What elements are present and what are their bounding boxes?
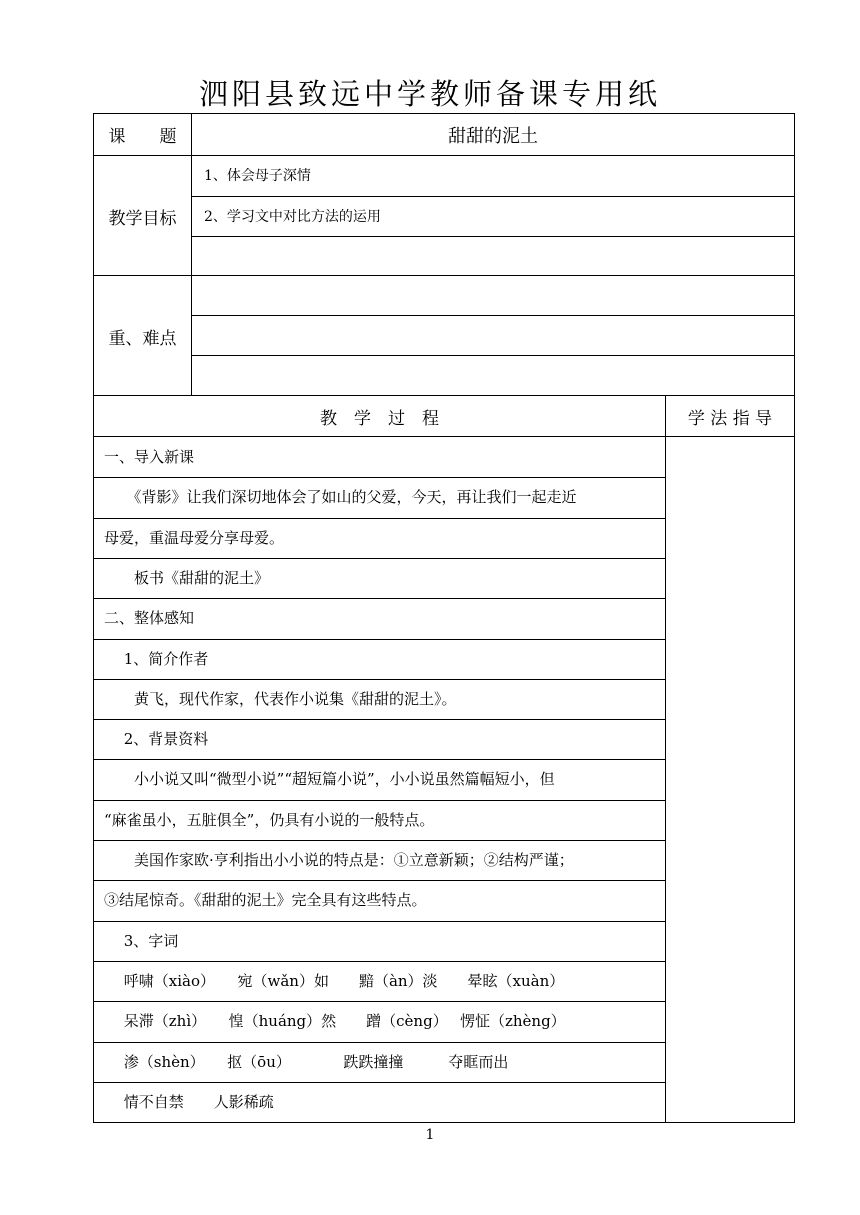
process-line: ③结尾惊奇。《甜甜的泥土》完全具有这些特点。	[104, 891, 427, 910]
process-line: 板书《甜甜的泥土》	[104, 568, 270, 587]
process-line: 美国作家欧·亨利指出小小说的特点是：①立意新颖；②结构严谨；	[104, 851, 574, 869]
process-line: 二、整体感知	[104, 609, 195, 628]
process-line: 小小说又叫“微型小说”“超短篇小说”，小小说虽然篇幅短小，但	[104, 770, 555, 789]
process-line: 黄飞，现代作家，代表作小说集《甜甜的泥土》。	[104, 689, 457, 708]
process-line: 3、字词	[104, 931, 179, 950]
page-number: 1	[425, 1127, 435, 1143]
process-line: 情不自禁 人影稀疏	[104, 1092, 274, 1111]
process-line: 2、背景资料	[104, 730, 209, 749]
process-line: 母爱，重温母爱分享母爱。	[104, 528, 285, 547]
process-column-divider	[665, 396, 666, 1122]
process-line: 呆滞（zhì） 惶（huáng）然 蹭（cèng） 愣怔（zhèng）	[104, 1012, 566, 1031]
topic-value: 甜甜的泥土	[448, 125, 538, 147]
key-points-label: 重、难点	[108, 328, 177, 349]
study-guide-header: 学 法 指 导	[687, 409, 773, 429]
key-point-item	[204, 356, 794, 396]
label-column-divider	[191, 114, 192, 396]
goal-item: 2、学习文中对比方法的运用	[204, 209, 381, 225]
process-header: 教 学 过 程	[320, 409, 439, 429]
process-line: 《背影》让我们深切地体会了如山的父爱，今天，再让我们一起走近	[104, 488, 577, 507]
process-line: 渗（shèn） 抠（ōu） 跌跌撞撞 夺眶而出	[104, 1052, 509, 1071]
topic-label: 课 题	[108, 127, 177, 147]
key-point-item	[204, 276, 794, 316]
goal-item	[204, 237, 794, 277]
goals-label: 教学目标	[108, 208, 177, 229]
lesson-plan-table	[93, 113, 795, 1123]
key-point-item	[204, 316, 794, 356]
goal-item: 1、体会母子深情	[204, 168, 311, 184]
page-title: 泗阳县致远中学教师备课专用纸	[198, 77, 661, 111]
process-line: 一、导入新课	[104, 448, 195, 466]
process-line: 1、简介作者	[104, 649, 209, 668]
process-line: 呼啸（xiào） 宛（wǎn）如 黯（àn）淡 晕眩（xuàn）	[104, 971, 565, 990]
process-line: “麻雀虽小，五脏俱全”，仍具有小说的一般特点。	[104, 810, 435, 829]
